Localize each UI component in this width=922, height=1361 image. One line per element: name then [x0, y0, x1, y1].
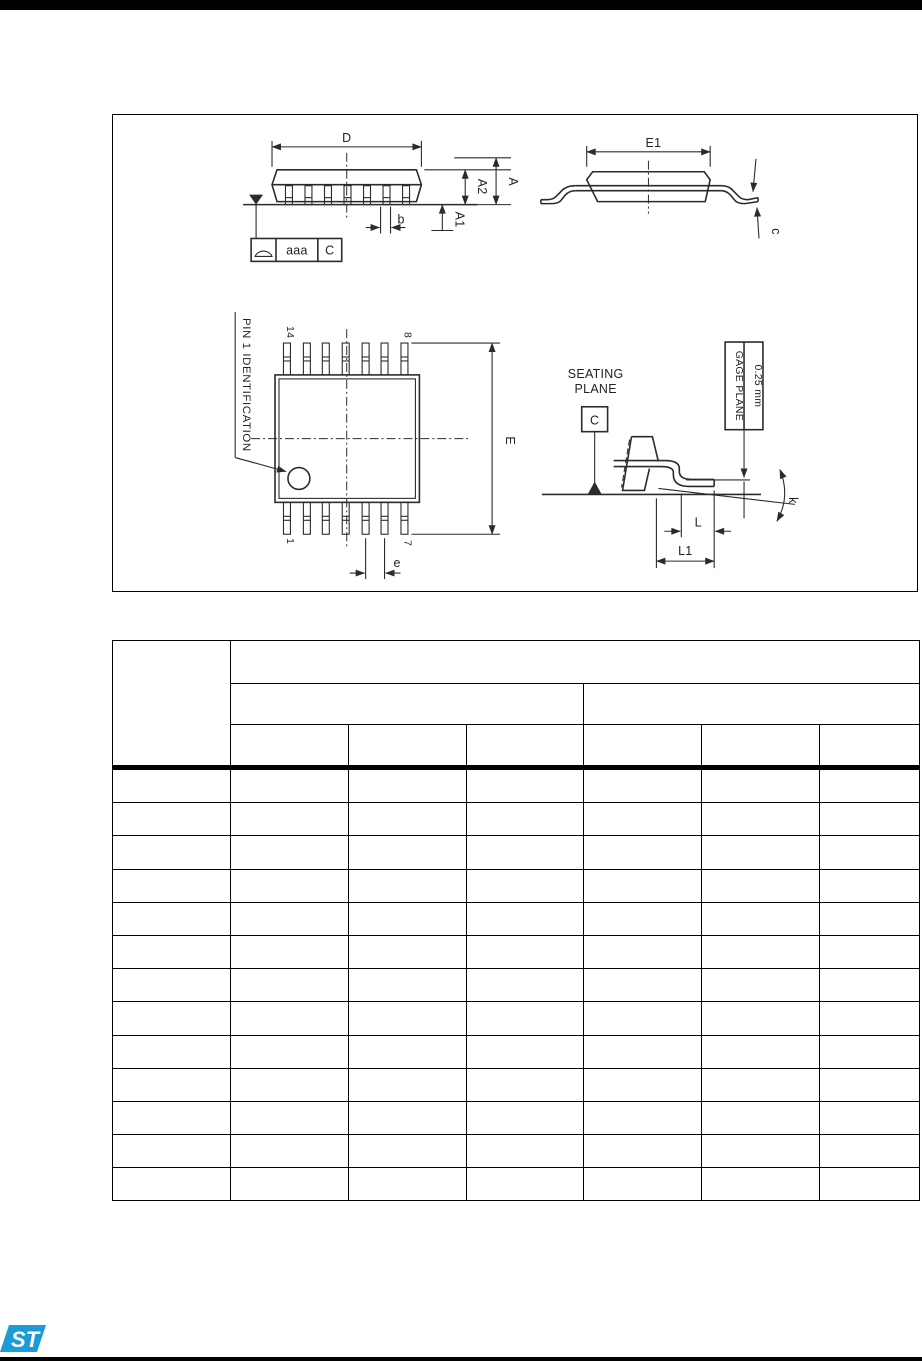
- top-view: [235, 312, 517, 579]
- header-cell-mm: [231, 684, 584, 725]
- table-cell: [820, 1002, 920, 1035]
- table-cell: [820, 1135, 920, 1168]
- table-cell: [702, 935, 820, 968]
- dim-label-A2: A2: [475, 178, 490, 195]
- dimension-table-body: [113, 768, 920, 1201]
- table-row: [113, 902, 920, 935]
- datum-triangle-icon: [249, 195, 263, 205]
- header-subcell-6: [820, 725, 920, 768]
- table-cell: [702, 836, 820, 869]
- dim-label-b: b: [397, 212, 405, 227]
- header-cell-inches: [584, 684, 920, 725]
- table-cell: [820, 1168, 920, 1201]
- table-cell: [584, 1135, 702, 1168]
- table-cell: [349, 869, 467, 902]
- dim-label-c: c: [768, 228, 783, 235]
- header-subcell-5: [702, 725, 820, 768]
- table-cell: [231, 935, 349, 968]
- header-subcell-1: [231, 725, 349, 768]
- header-cell-dimensions: [231, 641, 920, 684]
- table-cell: [820, 935, 920, 968]
- table-cell: [113, 1168, 231, 1201]
- table-cell: [467, 1035, 584, 1068]
- pin-number-1: 1: [283, 538, 295, 545]
- table-row: [113, 836, 920, 869]
- dim-label-L: L: [694, 515, 702, 530]
- table-cell: [584, 869, 702, 902]
- lead-detail-view: [542, 342, 800, 568]
- header-subcell-3: [467, 725, 584, 768]
- header-subcell-2: [349, 725, 467, 768]
- table-cell: [231, 836, 349, 869]
- dim-label-A1: A1: [452, 211, 467, 228]
- table-cell: [467, 768, 584, 803]
- table-row: [113, 1035, 920, 1068]
- table-row: [113, 768, 920, 803]
- table-cell: [702, 1101, 820, 1134]
- table-cell: [702, 1002, 820, 1035]
- header-subcell-4: [584, 725, 702, 768]
- top-bar: [0, 0, 922, 10]
- feature-control-frame: [251, 238, 342, 261]
- table-cell: [231, 1135, 349, 1168]
- table-cell: [584, 836, 702, 869]
- table-cell: [820, 869, 920, 902]
- table-cell: [349, 935, 467, 968]
- side-view: [243, 131, 520, 261]
- table-cell: [349, 1101, 467, 1134]
- table-cell: [113, 1135, 231, 1168]
- table-cell: [349, 836, 467, 869]
- table-cell: [584, 768, 702, 803]
- table-cell: [584, 935, 702, 968]
- table-cell: [231, 969, 349, 1002]
- fcf-datum-label: C: [325, 243, 335, 258]
- header-cell-dim: [113, 641, 231, 768]
- table-cell: [349, 803, 467, 836]
- table-cell: [467, 902, 584, 935]
- table-row: [113, 869, 920, 902]
- table-cell: [702, 869, 820, 902]
- top-view-pins-bottom: [283, 502, 407, 534]
- table-cell: [820, 836, 920, 869]
- table-cell: [467, 869, 584, 902]
- dim-label-E: E: [503, 436, 518, 445]
- datum-triangle-icon: [588, 481, 602, 494]
- seating-datum-label: C: [590, 413, 600, 428]
- table-cell: [113, 869, 231, 902]
- dim-label-L1: L1: [678, 544, 693, 559]
- table-cell: [467, 803, 584, 836]
- table-cell: [349, 969, 467, 1002]
- gage-plane-label: GAGE PLANE: [733, 350, 745, 422]
- bottom-rule: [0, 1357, 922, 1361]
- coplanarity-symbol-icon: [255, 251, 272, 256]
- table-cell: [113, 836, 231, 869]
- table-cell: [820, 1035, 920, 1068]
- pin1-identification-note: PIN 1 IDENTIFICATION: [240, 317, 253, 452]
- seating-plane-label-1: SEATING: [567, 366, 624, 381]
- table-cell: [113, 902, 231, 935]
- table-cell: [820, 1068, 920, 1101]
- table-row: [113, 1002, 920, 1035]
- table-row: [113, 1101, 920, 1134]
- table-cell: [702, 1135, 820, 1168]
- table-cell: [467, 1135, 584, 1168]
- table-cell: [113, 768, 231, 803]
- table-cell: [702, 1168, 820, 1201]
- gage-offset-value: 0.25 mm: [751, 364, 763, 408]
- table-cell: [467, 1101, 584, 1134]
- table-row: [113, 1168, 920, 1201]
- table-cell: [702, 768, 820, 803]
- table-row: [113, 969, 920, 1002]
- table-cell: [231, 803, 349, 836]
- pin-number-8: 8: [401, 332, 413, 339]
- table-cell: [584, 1168, 702, 1201]
- table-cell: [584, 803, 702, 836]
- table-cell: [113, 1068, 231, 1101]
- table-cell: [231, 1101, 349, 1134]
- dim-label-e: e: [393, 556, 401, 571]
- table-cell: [820, 902, 920, 935]
- top-view-pins-top: [283, 343, 407, 375]
- table-cell: [584, 1068, 702, 1101]
- package-dimensions-table: [112, 640, 920, 1201]
- table-cell: [113, 1002, 231, 1035]
- table-cell: [349, 1135, 467, 1168]
- table-cell: [584, 1101, 702, 1134]
- table-cell: [231, 768, 349, 803]
- table-cell: [349, 1035, 467, 1068]
- table-cell: [467, 1168, 584, 1201]
- table-cell: [467, 935, 584, 968]
- table-cell: [702, 969, 820, 1002]
- table-cell: [702, 1068, 820, 1101]
- seating-plane-label-2: PLANE: [574, 381, 617, 396]
- st-logo-text: ST: [11, 1327, 40, 1352]
- table-row: [113, 803, 920, 836]
- table-cell: [113, 1035, 231, 1068]
- table-cell: [702, 1035, 820, 1068]
- table-cell: [820, 803, 920, 836]
- table-cell: [584, 1002, 702, 1035]
- table-cell: [349, 1002, 467, 1035]
- table-cell: [231, 1002, 349, 1035]
- table-cell: [231, 1168, 349, 1201]
- dim-label-k: k: [785, 497, 800, 504]
- table-row: [113, 1135, 920, 1168]
- table-cell: [231, 869, 349, 902]
- dim-label-D: D: [342, 130, 352, 145]
- package-outline-figure: [112, 114, 918, 592]
- end-view: [541, 136, 783, 239]
- dim-label-A: A: [506, 177, 521, 187]
- fcf-tolerance-label: aaa: [286, 243, 308, 258]
- st-logo: [0, 1323, 47, 1354]
- table-cell: [820, 969, 920, 1002]
- table-cell: [467, 969, 584, 1002]
- table-cell: [467, 836, 584, 869]
- pin-number-14: 14: [283, 325, 295, 339]
- table-cell: [349, 768, 467, 803]
- package-drawing: [113, 115, 917, 591]
- table-row: [113, 1068, 920, 1101]
- pin1-mark-icon: [288, 468, 310, 490]
- table-cell: [231, 1035, 349, 1068]
- pin-number-7: 7: [401, 540, 413, 547]
- table-cell: [349, 902, 467, 935]
- table-cell: [113, 1101, 231, 1134]
- table-cell: [349, 1168, 467, 1201]
- table-cell: [702, 902, 820, 935]
- table-cell: [467, 1002, 584, 1035]
- table-cell: [113, 935, 231, 968]
- gage-plane-callout: [725, 342, 763, 430]
- table-cell: [584, 969, 702, 1002]
- table-cell: [820, 1101, 920, 1134]
- table-cell: [349, 1068, 467, 1101]
- dim-label-E1: E1: [645, 135, 662, 150]
- table-row: [113, 935, 920, 968]
- table-cell: [702, 803, 820, 836]
- table-cell: [584, 1035, 702, 1068]
- table-cell: [113, 969, 231, 1002]
- table-cell: [467, 1068, 584, 1101]
- table-cell: [231, 1068, 349, 1101]
- table-cell: [584, 902, 702, 935]
- table-cell: [231, 902, 349, 935]
- table-cell: [113, 803, 231, 836]
- table-cell: [820, 768, 920, 803]
